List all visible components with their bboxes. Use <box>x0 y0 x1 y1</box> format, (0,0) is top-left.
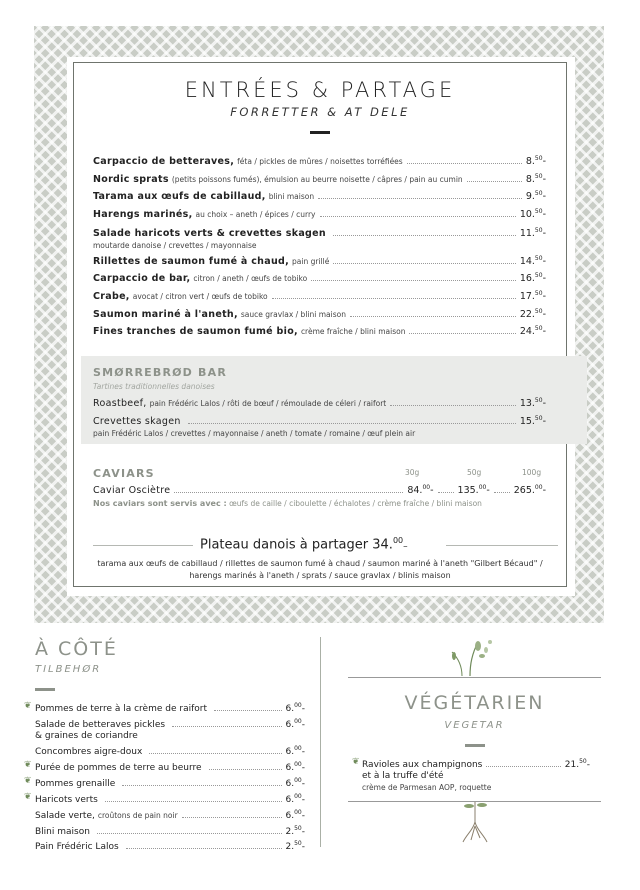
smorrebrod-subtitle: Tartines traditionnelles danoises <box>93 382 215 391</box>
item-name: Saumon mariné à l'aneth, <box>93 309 238 321</box>
item-name: Harengs marinés, <box>93 209 193 221</box>
item-description: pain Frédéric Lalos / rôti de bœuf / rémoulade de céleri / raifort <box>149 399 387 409</box>
item-name: Salade verte, <box>35 811 95 821</box>
title-underline <box>310 131 330 134</box>
menu-item <box>93 270 546 285</box>
dot-leader <box>188 423 516 424</box>
smorrebrod-title: SMØRREBRØD BAR <box>93 366 228 379</box>
caviar-size: 50g <box>467 468 482 477</box>
item-price: 2.50- <box>285 840 305 852</box>
side-item <box>35 823 305 838</box>
vegetarien-underline <box>465 744 485 747</box>
item-price: 8.50- <box>525 155 546 168</box>
item-price: 6.00- <box>285 718 305 730</box>
item-price: 9.50- <box>525 190 546 203</box>
side-item <box>35 838 305 853</box>
item-name: Concombres aigre-doux <box>35 747 143 757</box>
item-price: 6.00- <box>285 745 305 757</box>
dot-leader <box>105 801 282 802</box>
item-name: Salade haricots verts & crevettes skagen <box>93 228 326 240</box>
vegetarien-price: 21.50- <box>564 758 590 770</box>
dot-leader <box>467 181 522 182</box>
item-name: Roastbeef, <box>93 398 147 410</box>
cote-subtitle: TILBEHØR <box>35 664 102 675</box>
cote-underline <box>35 688 55 691</box>
item-price: 6.00- <box>285 761 305 773</box>
item-description: citron / aneth / œufs de tobiko <box>193 274 308 284</box>
dot-leader <box>318 198 522 199</box>
dot-leader <box>172 726 281 727</box>
item-price: 16.50- <box>519 272 546 285</box>
caviar-price-50g: 135.00- <box>457 484 490 497</box>
item-description: pain grillé <box>292 257 330 267</box>
item-name: Crabe, <box>93 291 130 303</box>
item-price: 14.50- <box>519 255 546 268</box>
dot-leader <box>174 492 403 493</box>
plateau-description: tarama aux œufs de cabillaud / rillettes de saumon fumé à chaud / saumon mariné à l'aneth "Gilbert Bécaud" / harengs marinés à l'aneth / sprats / sauce gravlax / blinis maison <box>97 559 543 580</box>
item-description: blini maison <box>268 192 315 202</box>
dot-leader <box>486 766 560 767</box>
caviar-row <box>93 482 546 497</box>
item-price: 17.50- <box>519 290 546 303</box>
item-price: 11.50- <box>519 227 546 240</box>
dot-leader <box>272 298 516 299</box>
item-description: au choix – aneth / épices / curry <box>195 210 316 220</box>
side-item <box>35 743 305 758</box>
item-price: 15.50- <box>519 415 546 428</box>
dot-leader <box>311 280 516 281</box>
dot-leader <box>350 316 516 317</box>
leaf-icon: ❦ <box>352 757 360 767</box>
leaf-icon: ❦ <box>24 701 32 711</box>
item-price: 22.50- <box>519 308 546 321</box>
item-name: Tarama aux œufs de cabillaud, <box>93 191 266 203</box>
menu-item <box>93 306 546 321</box>
menu-item <box>93 188 546 203</box>
dot-leader <box>214 710 282 711</box>
item-subtext: pain Frédéric Lalos / crevettes / mayonnaise / aneth / tomate / romaine / œuf plein air <box>93 429 416 439</box>
vegetarien-title: VÉGÉTARIEN <box>404 692 545 714</box>
item-description: avocat / citron vert / œufs de tobiko <box>132 292 268 302</box>
vegetarien-item: Ravioles aux champignons 21.50- et à la truffe d'été crème de Parmesan AOP, roquette <box>362 758 590 792</box>
side-item <box>35 807 305 822</box>
item-price: 6.00- <box>285 777 305 789</box>
dot-leader <box>438 492 454 493</box>
dot-leader <box>494 492 510 493</box>
menu-item <box>93 206 546 221</box>
smorrebrod-item <box>93 395 546 410</box>
item-price: 8.50- <box>525 173 546 186</box>
entrees-title: ENTRÉES & PARTAGE <box>184 78 456 102</box>
dot-leader <box>320 216 516 217</box>
item-price: 6.00- <box>285 809 305 821</box>
leaf-icon: ❦ <box>24 776 32 786</box>
item-name: Haricots verts <box>35 795 98 805</box>
entrees-subtitle: FORRETTER & AT DELE <box>230 105 410 119</box>
item-description: féta / pickles de mûres / noisettes torréfiées <box>237 157 403 167</box>
caviar-size: 30g <box>405 468 420 477</box>
side-item <box>35 775 305 790</box>
vegetarien-subtitle: VEGETAR <box>444 720 505 731</box>
item-name: Rillettes de saumon fumé à chaud, <box>93 256 290 268</box>
item-name: Blini maison <box>35 827 90 837</box>
menu-item <box>93 225 546 252</box>
herb-illustration <box>440 636 500 678</box>
dot-leader <box>149 753 281 754</box>
menu-item <box>93 153 546 168</box>
menu-item <box>93 288 546 303</box>
item-name: Pain Frédéric Lalos <box>35 842 119 852</box>
item-price: 13.50- <box>519 397 546 410</box>
item-subtext: moutarde danoise / crevettes / mayonnaise <box>93 241 257 251</box>
side-item <box>35 791 305 806</box>
item-description: (petits poissons fumés), émulsion au beurre noisette / câpres / pain au cumin <box>171 175 463 185</box>
side-item <box>35 716 305 742</box>
dot-leader <box>126 848 282 849</box>
item-price: 10.50- <box>519 208 546 221</box>
item-name: Salade de betteraves pickles <box>35 720 166 730</box>
item-description: sauce gravlax / blini maison <box>240 310 346 320</box>
dot-leader <box>333 263 515 264</box>
dot-leader <box>407 163 522 164</box>
leaf-icon: ❦ <box>24 792 32 802</box>
caviar-note: Nos caviars sont servis avec : œufs de caille / ciboulette / échalotes / crème fraîche / blini maison <box>93 499 482 508</box>
item-price: 2.50- <box>285 825 305 837</box>
divider-line <box>93 545 193 546</box>
item-name: Crevettes skagen <box>93 416 181 428</box>
side-item <box>35 759 305 774</box>
caviar-name: Caviar Osciètre <box>93 485 171 497</box>
menu-item <box>93 171 546 186</box>
divider-line <box>446 545 558 546</box>
item-name: Pommes de terre à la crème de raifort <box>35 704 207 714</box>
item-name-line2: & graines de coriandre <box>35 731 138 741</box>
cote-title: À CÔTÉ <box>35 638 118 660</box>
side-item <box>35 700 305 715</box>
dot-leader <box>409 333 515 334</box>
caviar-size: 100g <box>522 468 542 477</box>
item-name: Carpaccio de betteraves, <box>93 156 235 168</box>
dot-leader <box>390 405 516 406</box>
dot-leader <box>97 833 282 834</box>
dot-leader <box>333 235 516 236</box>
root-illustration <box>455 800 495 844</box>
menu-item <box>93 323 546 338</box>
menu-item <box>93 253 546 268</box>
caviars-title: CAVIARS <box>93 467 155 480</box>
dot-leader <box>182 817 282 818</box>
item-price: 24.50- <box>519 325 546 338</box>
smorrebrod-item <box>93 413 546 440</box>
item-name: Fines tranches de saumon fumé bio, <box>93 326 298 338</box>
item-name: Pommes grenaille <box>35 779 116 789</box>
item-name: Carpaccio de bar, <box>93 273 191 285</box>
caviar-price-30g: 84.00- <box>407 484 434 497</box>
plateau-title: Plateau danois à partager 34.00– <box>200 536 408 553</box>
item-price: 6.00- <box>285 793 305 805</box>
dot-leader <box>209 769 282 770</box>
leaf-icon: ❦ <box>24 760 32 770</box>
item-price: 6.00- <box>285 702 305 714</box>
item-name: Purée de pommes de terre au beurre <box>35 763 202 773</box>
divider-line <box>348 677 601 678</box>
item-name: Nordic sprats <box>93 174 169 186</box>
item-description: croûtons de pain noir <box>97 811 178 820</box>
column-divider <box>320 637 321 847</box>
item-description: crème fraîche / blini maison <box>300 327 406 337</box>
dot-leader <box>122 785 281 786</box>
caviar-price-100g: 265.00- <box>513 484 546 497</box>
